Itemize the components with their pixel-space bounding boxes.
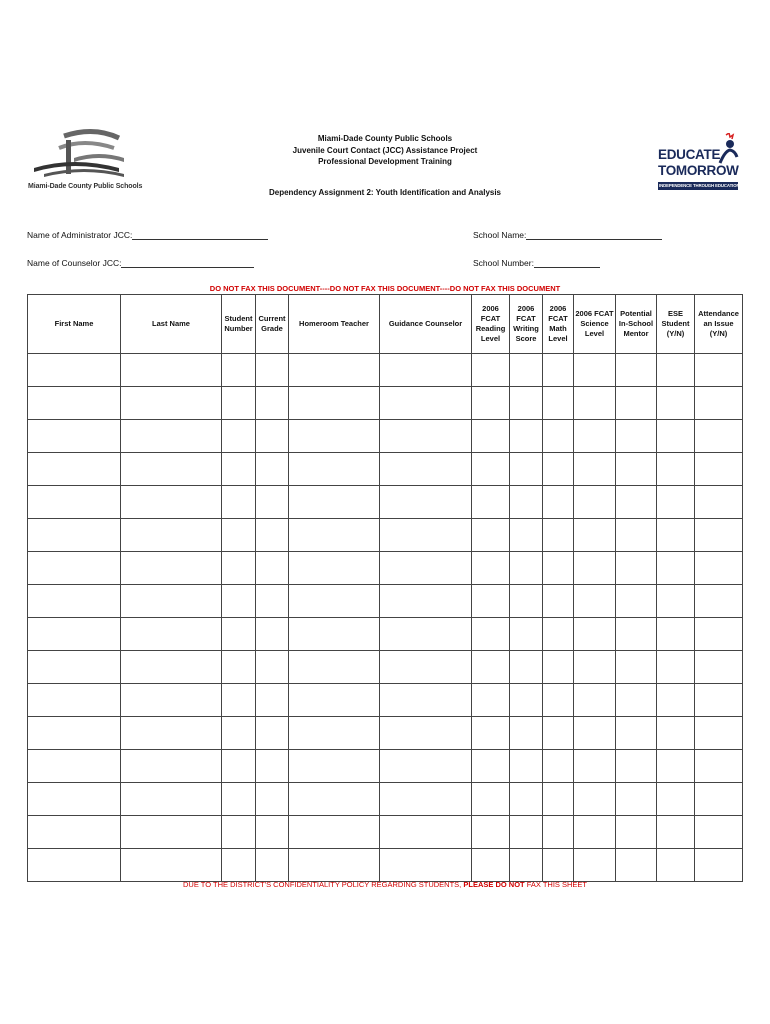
table-cell[interactable] — [657, 684, 695, 717]
table-cell[interactable] — [28, 552, 121, 585]
table-cell[interactable] — [574, 453, 616, 486]
table-cell[interactable] — [289, 585, 380, 618]
table-cell[interactable] — [616, 849, 657, 882]
table-row — [28, 618, 743, 651]
table-cell[interactable] — [616, 717, 657, 750]
table-cell[interactable] — [657, 420, 695, 453]
table-cell[interactable] — [380, 585, 472, 618]
table-cell[interactable] — [380, 618, 472, 651]
header-line-3: Professional Development Training — [318, 157, 452, 166]
table-cell[interactable] — [289, 783, 380, 816]
logo-word-educate: EDUCATE — [658, 147, 721, 162]
table-cell[interactable] — [574, 552, 616, 585]
school-number-label: School Number: — [473, 258, 534, 268]
table-cell[interactable] — [616, 354, 657, 387]
student-table — [27, 294, 743, 882]
table-cell[interactable] — [510, 453, 543, 486]
table-cell[interactable] — [616, 585, 657, 618]
table-cell[interactable] — [256, 618, 289, 651]
table-cell[interactable] — [289, 354, 380, 387]
confidentiality-text-bold: PLEASE DO NOT — [463, 880, 525, 889]
table-cell[interactable] — [657, 552, 695, 585]
table-cell[interactable] — [472, 387, 510, 420]
table-cell[interactable] — [222, 783, 256, 816]
table-cell[interactable] — [695, 387, 743, 420]
table-cell[interactable] — [256, 552, 289, 585]
table-cell[interactable] — [121, 849, 222, 882]
header-line-2: Juvenile Court Contact (JCC) Assistance Project — [292, 145, 478, 155]
table-cell[interactable] — [574, 684, 616, 717]
table-cell[interactable] — [695, 552, 743, 585]
table-row — [28, 816, 743, 849]
table-cell[interactable] — [657, 717, 695, 750]
confidentiality-text-1: DUE TO THE DISTRICT'S CONFIDENTIALITY POLICY REGARDING STUDENTS, — [182, 880, 464, 889]
table-cell[interactable] — [222, 651, 256, 684]
table-cell[interactable] — [472, 354, 510, 387]
table-cell[interactable] — [28, 783, 121, 816]
table-cell[interactable] — [543, 618, 574, 651]
table-cell[interactable] — [380, 717, 472, 750]
col-last-name: Last Name — [121, 295, 222, 354]
table-cell[interactable] — [28, 453, 121, 486]
table-cell[interactable] — [121, 750, 222, 783]
table-cell[interactable] — [121, 354, 222, 387]
table-cell[interactable] — [289, 519, 380, 552]
table-cell[interactable] — [510, 486, 543, 519]
table-cell[interactable] — [543, 420, 574, 453]
table-cell[interactable] — [657, 585, 695, 618]
table-cell[interactable] — [289, 717, 380, 750]
table-row — [28, 486, 743, 519]
table-cell[interactable] — [289, 387, 380, 420]
table-cell[interactable] — [121, 783, 222, 816]
table-cell[interactable] — [222, 750, 256, 783]
table-cell[interactable] — [289, 684, 380, 717]
school-name-input-line[interactable] — [526, 230, 662, 240]
mdcps-logo-text: Miami-Dade County Public Schools — [28, 183, 143, 190]
table-cell[interactable] — [222, 354, 256, 387]
table-cell[interactable] — [121, 519, 222, 552]
table-cell[interactable] — [543, 387, 574, 420]
table-cell[interactable] — [380, 519, 472, 552]
table-cell[interactable] — [695, 354, 743, 387]
table-row — [28, 783, 743, 816]
table-cell[interactable] — [472, 519, 510, 552]
table-cell[interactable] — [543, 453, 574, 486]
table-cell[interactable] — [543, 750, 574, 783]
table-cell[interactable] — [289, 420, 380, 453]
table-cell[interactable] — [574, 486, 616, 519]
table-cell[interactable] — [256, 849, 289, 882]
col-homeroom-teacher: Homeroom Teacher — [289, 295, 380, 354]
col-student-number: Student Number — [222, 295, 256, 354]
table-cell[interactable] — [695, 420, 743, 453]
confidentiality-text-2: FAX THIS SHEET — [524, 880, 588, 889]
table-cell[interactable] — [28, 750, 121, 783]
table-cell[interactable] — [616, 684, 657, 717]
table-row — [28, 354, 743, 387]
table-cell[interactable] — [380, 783, 472, 816]
col-first-name: First Name — [28, 295, 121, 354]
table-cell[interactable] — [472, 618, 510, 651]
header-line-1: Miami-Dade County Public Schools — [317, 134, 453, 143]
table-cell[interactable] — [510, 552, 543, 585]
table-cell[interactable] — [121, 684, 222, 717]
table-cell[interactable] — [695, 816, 743, 849]
school-name-field[interactable] — [473, 230, 662, 240]
table-cell[interactable] — [543, 585, 574, 618]
table-cell[interactable] — [256, 684, 289, 717]
table-cell[interactable] — [695, 519, 743, 552]
table-header-row — [28, 295, 743, 354]
table-cell[interactable] — [616, 783, 657, 816]
table-cell[interactable] — [289, 651, 380, 684]
col-fcat-writing: 2006 FCAT Writing Score — [510, 295, 543, 354]
counselor-input-line[interactable] — [121, 258, 254, 268]
table-cell[interactable] — [574, 519, 616, 552]
table-cell[interactable] — [695, 585, 743, 618]
table-cell[interactable] — [121, 453, 222, 486]
table-cell[interactable] — [695, 486, 743, 519]
table-cell[interactable] — [695, 849, 743, 882]
table-cell[interactable] — [380, 750, 472, 783]
table-cell[interactable] — [510, 618, 543, 651]
table-cell[interactable] — [380, 651, 472, 684]
table-cell[interactable] — [543, 816, 574, 849]
table-row — [28, 453, 743, 486]
table-cell[interactable] — [543, 783, 574, 816]
table-cell[interactable] — [657, 849, 695, 882]
table-cell[interactable] — [380, 552, 472, 585]
table-cell[interactable] — [222, 585, 256, 618]
counselor-field[interactable] — [27, 258, 254, 268]
table-cell[interactable] — [256, 519, 289, 552]
table-cell[interactable] — [695, 651, 743, 684]
do-not-fax-warning: DO NOT FAX THIS DOCUMENT----DO NOT FAX THIS DOCUMENT----DO NOT FAX THIS DOCUMENT — [209, 284, 561, 293]
table-cell[interactable] — [574, 816, 616, 849]
table-cell[interactable] — [28, 816, 121, 849]
table-cell[interactable] — [380, 354, 472, 387]
table-cell[interactable] — [510, 387, 543, 420]
col-fcat-math: 2006 FCAT Math Level — [543, 295, 574, 354]
table-cell[interactable] — [222, 552, 256, 585]
table-cell[interactable] — [472, 651, 510, 684]
table-cell[interactable] — [657, 651, 695, 684]
table-cell[interactable] — [574, 585, 616, 618]
table-cell[interactable] — [574, 717, 616, 750]
table-cell[interactable] — [472, 750, 510, 783]
table-cell[interactable] — [616, 552, 657, 585]
table-cell[interactable] — [616, 750, 657, 783]
table-cell[interactable] — [289, 552, 380, 585]
counselor-label: Name of Counselor JCC: — [27, 258, 122, 268]
table-cell[interactable] — [616, 519, 657, 552]
table-cell[interactable] — [28, 684, 121, 717]
mdcps-logo-mark — [24, 128, 154, 184]
table-cell[interactable] — [380, 486, 472, 519]
table-cell[interactable] — [510, 651, 543, 684]
table-cell[interactable] — [28, 519, 121, 552]
table-cell[interactable] — [543, 849, 574, 882]
table-row — [28, 387, 743, 420]
table-cell[interactable] — [380, 849, 472, 882]
table-cell[interactable] — [543, 717, 574, 750]
table-body — [28, 354, 743, 882]
table-cell[interactable] — [543, 486, 574, 519]
table-cell[interactable] — [574, 618, 616, 651]
table-cell[interactable] — [543, 519, 574, 552]
table-row — [28, 519, 743, 552]
table-cell[interactable] — [657, 453, 695, 486]
table-row — [28, 750, 743, 783]
table-cell[interactable] — [222, 684, 256, 717]
table-cell[interactable] — [510, 816, 543, 849]
table-cell[interactable] — [543, 651, 574, 684]
table-cell[interactable] — [472, 420, 510, 453]
school-number-field[interactable] — [473, 258, 600, 268]
administrator-field[interactable] — [27, 230, 268, 240]
table-cell[interactable] — [695, 750, 743, 783]
table-cell[interactable] — [574, 651, 616, 684]
table-cell[interactable] — [510, 684, 543, 717]
table-cell[interactable] — [256, 717, 289, 750]
table-cell[interactable] — [28, 420, 121, 453]
table-cell[interactable] — [695, 783, 743, 816]
col-ese-student: ESE Student (Y/N) — [657, 295, 695, 354]
table-cell[interactable] — [657, 519, 695, 552]
table-cell[interactable] — [222, 387, 256, 420]
table-cell[interactable] — [472, 717, 510, 750]
table-cell[interactable] — [543, 552, 574, 585]
table-cell[interactable] — [121, 618, 222, 651]
table-cell[interactable] — [256, 486, 289, 519]
table-cell[interactable] — [289, 453, 380, 486]
table-cell[interactable] — [510, 849, 543, 882]
table-cell[interactable] — [28, 387, 121, 420]
table-cell[interactable] — [121, 552, 222, 585]
table-cell[interactable] — [28, 354, 121, 387]
table-cell[interactable] — [543, 354, 574, 387]
logo-word-tomorrow: TOMORROW — [658, 163, 739, 178]
table-cell[interactable] — [472, 552, 510, 585]
table-cell[interactable] — [695, 684, 743, 717]
table-cell[interactable] — [289, 618, 380, 651]
table-cell[interactable] — [380, 453, 472, 486]
table-cell[interactable] — [472, 585, 510, 618]
table-cell[interactable] — [574, 750, 616, 783]
table-cell[interactable] — [510, 717, 543, 750]
col-attendance: Attendance an Issue (Y/N) — [695, 295, 743, 354]
educate-tomorrow-logo — [655, 133, 740, 195]
table-cell[interactable] — [510, 519, 543, 552]
table-row — [28, 849, 743, 882]
table-cell[interactable] — [472, 453, 510, 486]
table-cell[interactable] — [121, 816, 222, 849]
table-cell[interactable] — [510, 750, 543, 783]
table-cell[interactable] — [28, 486, 121, 519]
table-cell[interactable] — [510, 354, 543, 387]
table-cell[interactable] — [616, 618, 657, 651]
table-cell[interactable] — [256, 783, 289, 816]
table-cell[interactable] — [222, 717, 256, 750]
table-cell[interactable] — [472, 486, 510, 519]
administrator-label: Name of Administrator JCC: — [27, 230, 133, 240]
table-cell[interactable] — [256, 420, 289, 453]
table-cell[interactable] — [510, 783, 543, 816]
table-cell[interactable] — [574, 849, 616, 882]
table-cell[interactable] — [510, 585, 543, 618]
table-cell[interactable] — [28, 849, 121, 882]
logo-tagline: INDEPENDENCE THROUGH EDUCATION — [659, 183, 740, 188]
school-name-label: School Name: — [473, 230, 527, 240]
table-cell[interactable] — [222, 519, 256, 552]
table-cell[interactable] — [28, 717, 121, 750]
table-cell[interactable] — [543, 684, 574, 717]
table-cell[interactable] — [574, 783, 616, 816]
table-row — [28, 651, 743, 684]
table-cell[interactable] — [289, 750, 380, 783]
table-cell[interactable] — [695, 618, 743, 651]
table-cell[interactable] — [574, 420, 616, 453]
table-cell[interactable] — [574, 354, 616, 387]
table-cell[interactable] — [121, 651, 222, 684]
table-cell[interactable] — [289, 849, 380, 882]
table-cell[interactable] — [616, 486, 657, 519]
table-cell[interactable] — [256, 816, 289, 849]
table-cell[interactable] — [222, 453, 256, 486]
table-cell[interactable] — [616, 387, 657, 420]
table-cell[interactable] — [121, 420, 222, 453]
table-cell[interactable] — [380, 684, 472, 717]
table-cell[interactable] — [657, 816, 695, 849]
table-row — [28, 717, 743, 750]
table-cell[interactable] — [695, 453, 743, 486]
table-cell[interactable] — [222, 849, 256, 882]
col-fcat-science: 2006 FCAT Science Level — [574, 295, 616, 354]
table-cell[interactable] — [695, 717, 743, 750]
table-cell[interactable] — [256, 585, 289, 618]
table-cell[interactable] — [121, 387, 222, 420]
table-cell[interactable] — [657, 618, 695, 651]
school-number-input-line[interactable] — [534, 258, 600, 268]
table-cell[interactable] — [472, 816, 510, 849]
table-cell[interactable] — [256, 750, 289, 783]
table-cell[interactable] — [256, 387, 289, 420]
table-row — [28, 552, 743, 585]
table-cell[interactable] — [28, 585, 121, 618]
table-cell[interactable] — [289, 486, 380, 519]
table-row — [28, 684, 743, 717]
col-mentor: Potential In-School Mentor — [616, 295, 657, 354]
table-cell[interactable] — [121, 585, 222, 618]
table-cell[interactable] — [616, 453, 657, 486]
table-cell[interactable] — [657, 354, 695, 387]
table-cell[interactable] — [28, 618, 121, 651]
confidentiality-warning — [150, 880, 620, 889]
table-cell[interactable] — [616, 651, 657, 684]
table-cell[interactable] — [380, 816, 472, 849]
table-cell[interactable] — [380, 420, 472, 453]
document-subtitle: Dependency Assignment 2: Youth Identification and Analysis — [268, 188, 502, 197]
table-cell[interactable] — [28, 651, 121, 684]
table-cell[interactable] — [121, 486, 222, 519]
table-cell[interactable] — [222, 618, 256, 651]
table-cell[interactable] — [380, 387, 472, 420]
table-cell[interactable] — [657, 783, 695, 816]
document-header — [250, 133, 520, 168]
table-cell[interactable] — [657, 486, 695, 519]
table-cell[interactable] — [256, 453, 289, 486]
table-cell[interactable] — [472, 684, 510, 717]
table-cell[interactable] — [222, 816, 256, 849]
table-cell[interactable] — [616, 816, 657, 849]
table-cell[interactable] — [657, 387, 695, 420]
table-row — [28, 420, 743, 453]
table-cell[interactable] — [574, 387, 616, 420]
table-cell[interactable] — [222, 486, 256, 519]
administrator-input-line[interactable] — [132, 230, 268, 240]
table-cell[interactable] — [472, 849, 510, 882]
table-cell[interactable] — [510, 420, 543, 453]
table-cell[interactable] — [256, 651, 289, 684]
col-guidance-counselor: Guidance Counselor — [380, 295, 472, 354]
table-cell[interactable] — [657, 750, 695, 783]
table-cell[interactable] — [222, 420, 256, 453]
mdcps-logo — [24, 128, 154, 194]
table-row — [28, 585, 743, 618]
col-current-grade: Current Grade — [256, 295, 289, 354]
col-fcat-reading: 2006 FCAT Reading Level — [472, 295, 510, 354]
table-cell[interactable] — [256, 354, 289, 387]
table-cell[interactable] — [121, 717, 222, 750]
table-cell[interactable] — [472, 783, 510, 816]
table-cell[interactable] — [289, 816, 380, 849]
table-cell[interactable] — [616, 420, 657, 453]
